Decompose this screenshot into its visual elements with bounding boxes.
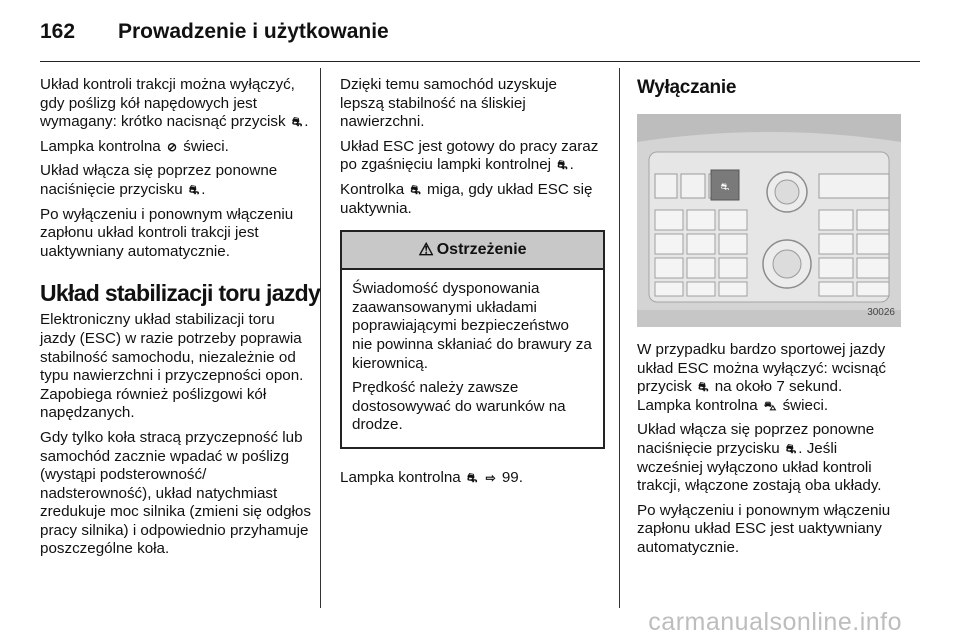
paragraph: Układ kontroli trakcji można wyłączyć, gdy poślizg kół napędowych jest wymagany: krótko nacisnąć przycisk ⛐ . [40, 76, 309, 131]
esc-car-skid-icon: ⛐ [698, 380, 709, 395]
warning-header [342, 232, 603, 270]
warning-title: Ostrzeżenie [436, 240, 527, 258]
esc-car-skid-icon: ⛐ [188, 182, 200, 197]
page-header [40, 14, 389, 50]
warning-body [342, 270, 603, 447]
center-console-illustration [637, 114, 901, 327]
esc-car-skid-icon: ⛐ [785, 441, 797, 456]
page-reference-arrow-icon: ⇨ [485, 470, 496, 485]
subsection-heading: Wyłączanie [637, 77, 737, 98]
watermark: carmanualsonline.info [648, 608, 902, 636]
column-divider-1 [320, 68, 321, 608]
figure-code: 30026 [867, 307, 895, 319]
page-number: 162 [40, 20, 76, 43]
esc-car-skid-icon: ⛐ [557, 158, 568, 173]
esc-car-skid-icon: ⛐ [466, 470, 478, 485]
paragraph: Gdy tylko koła stracą przyczepność lub samochód zacznie wpadać w poślizg (wystąpi podsterowność/ nadsterowność), układ natychmiast zredukuje moc silnika (zmieni się odgłos pracy silnika) i odpowiednio przyhamuje poszczególne koła. [40, 428, 311, 558]
paragraph: Prędkość należy zawsze dostosowywać do warunków na drodze. [352, 379, 566, 434]
column-3 [637, 76, 905, 564]
paragraph: Lampka kontrolna ⊘ świeci. [40, 137, 229, 155]
traction-control-off-icon: ⊘ [166, 139, 178, 154]
column-2 [340, 76, 605, 494]
esc-car-skid-icon: ⛐ [410, 182, 421, 197]
console-figure [637, 114, 901, 327]
paragraph: Po wyłączeniu i ponownym włączeniu zapłonu układ kontroli trakcji jest uaktywniany automatycznie. [40, 205, 294, 260]
paragraph: Układ włącza się poprzez ponowne naciśnięcie przycisku ⛐ . [40, 162, 278, 198]
esc-off-icon: ⛍ [763, 398, 777, 413]
column-1 [40, 76, 321, 565]
page-title: Prowadzenie i użytkowanie [118, 20, 389, 43]
warning-triangle-icon: ⚠ [418, 239, 434, 259]
section-heading: Układ stabilizacji toru jazdy [40, 280, 321, 307]
paragraph: Układ włącza się poprzez ponowne naciśnięcie przycisku ⛐ . Jeśli wcześniej wyłączono układ kontroli trakcji, włączone zostają oba układy. [637, 421, 882, 495]
paragraph: Świadomość dysponowania zaawansowanymi układami poprawiającymi bezpieczeństwo nie powinna skłaniać do brawury za kierownicą. [352, 280, 592, 372]
paragraph: Dzięki temu samochód uzyskuje lepszą stabilność na śliskiej nawierzchni. [340, 76, 557, 131]
paragraph: Elektroniczny układ stabilizacji toru jazdy (ESC) w razie potrzeby poprawia stabilność samochodu, niezależnie od typu nawierzchni i przyczepności opon. Zapobiega również poślizgowi kół napędzanych. [40, 311, 304, 422]
paragraph: W przypadku bardzo sportowej jazdy układ ESC można wyłączyć: wcisnąć przycisk ⛐ na około 7 sekund. Lampka kontrolna ⛍ świeci. [637, 341, 886, 414]
paragraph: Po wyłączeniu i ponownym włączeniu zapłonu układ ESC jest uaktywniany automatycznie. [637, 501, 891, 556]
paragraph: Kontrolka ⛐ miga, gdy układ ESC się uaktywnia. [340, 180, 593, 217]
warning-box [340, 230, 605, 449]
header-rule [40, 61, 920, 62]
paragraph: Lampka kontrolna ⛐ ⇨ 99. [340, 468, 523, 486]
paragraph: Układ ESC jest gotowy do pracy zaraz po zgaśnięciu lampki kontrolnej ⛐ . [340, 137, 599, 174]
column-divider-2 [619, 68, 620, 608]
esc-car-skid-icon: ⛐ [291, 115, 303, 130]
svg-text:⛐: ⛐ [720, 182, 730, 193]
